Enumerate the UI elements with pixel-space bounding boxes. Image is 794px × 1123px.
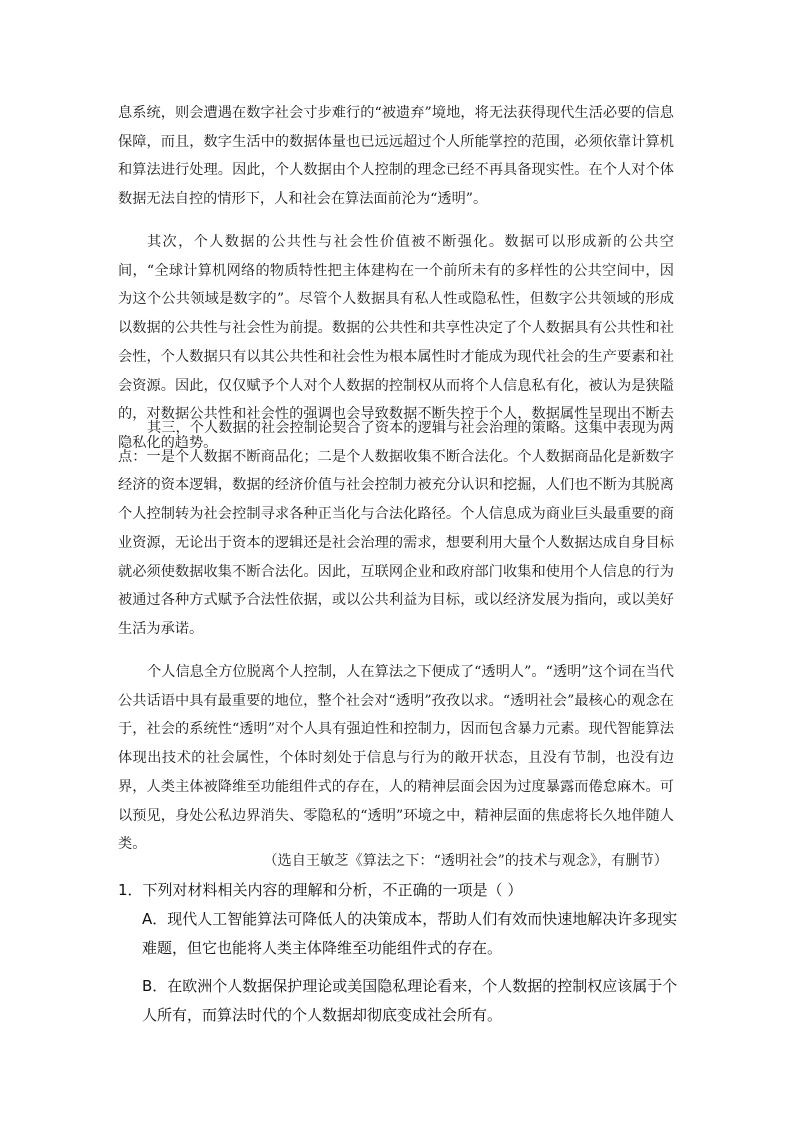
question-option-b: B．在欧洲个人数据保护理论或美国隐私理论看来，个人数据的控制权应该属于个人所有，而算法时代的个人数据却彻底变成社会所有。 xyxy=(142,977,678,1024)
passage-source-citation: （选自王敏芝《算法之下：“透明社会”的技术与观念》，有删节） xyxy=(263,853,668,869)
passage-paragraph-1: 息系统，则会遭遇在数字社会寸步难行的“被遗弃”境地，将无法获得现代生活必要的信息保障，而且，数字生活中的数据体量也已远远超过个人所能掌控的范围，必须依靠计算机和算法进行处理。因此，个人数据由个人控制的理念已经不再具备现实性。在个人对个体数据无法自控的情形下，人和社会在算法面前沦为“透明”。 xyxy=(118,105,674,208)
passage-paragraph-2: 其次，个人数据的公共性与社会性价值被不断强化。数据可以形成新的公共空间，“全球计算机网络的物质特性把主体建构在一个前所未有的多样性的公共空间中，因为这个公共领域是数字的”。尽管个人数据具有私人性或隐私性，但数字公共领域的形成以数据的公共性与社会性为前提。数据的公共性和共享性决定了个人数据具有公共性和社会性，个人数据只有以其公共性和社会性为根本属性时才能成为现代社会的生产要素和社会资源。因此，仅仅赋予个人对个人数据的控制权从而将个人信息私有化，被认为是狭隘的，对数据公共性和社会性的强调也会导致数据不断失控于个人，数据属性呈现出不断去隐私化的趋势。 xyxy=(118,234,674,451)
passage-paragraph-4: 个人信息全方位脱离个人控制，人在算法之下便成了“透明人”。“透明”这个词在当代公共话语中具有最重要的地位，整个社会对“透明”孜孜以求。“透明社会”最核心的观念在于，社会的系统性“透明”对个人具有强迫性和控制力，因而包含暴力元素。现代智能算法体现出技术的社会属性，个体时刻处于信息与行为的敞开状态，且没有节制，也没有边界，人类主体被降维至功能组件式的存在，人的精神层面会因为过度暴露而倦怠麻木。可以预见，身处公私边界消失、零隐私的“透明”环境之中，精神层面的焦虑将长久地伴随人类。 xyxy=(118,664,674,853)
question-option-a: A．现代人工智能算法可降低人的决策成本，帮助人们有效而快速地解决许多现实难题，但它也能将人类主体降维至功能组件式的存在。 xyxy=(142,910,678,957)
passage-paragraph-3: 其三，个人数据的社会控制论契合了资本的逻辑与社会治理的策略。这集中表现为两点：一是个人数据不断商品化；二是个人数据收集不断合法化。个人数据商品化是新数字经济的资本逻辑，数据的经济价值与社会控制力被充分认识和挖掘，人们也不断为其脱离个人控制转为社会控制寻求各种正当化与合法化路径。个人信息成为商业巨头最重要的商业资源，无论出于资本的逻辑还是社会治理的需求，想要利用大量个人数据达成自身目标就必须使数据收集不断合法化。因此，互联网企业和政府部门收集和使用个人信息的行为被通过各种方式赋予合法性依据，或以公共利益为目标，或以经济发展为指向，或以美好生活为承诺。 xyxy=(118,420,674,637)
question-stem: 1．下列对材料相关内容的理解和分析，不正确的一项是（ ） xyxy=(118,881,523,899)
